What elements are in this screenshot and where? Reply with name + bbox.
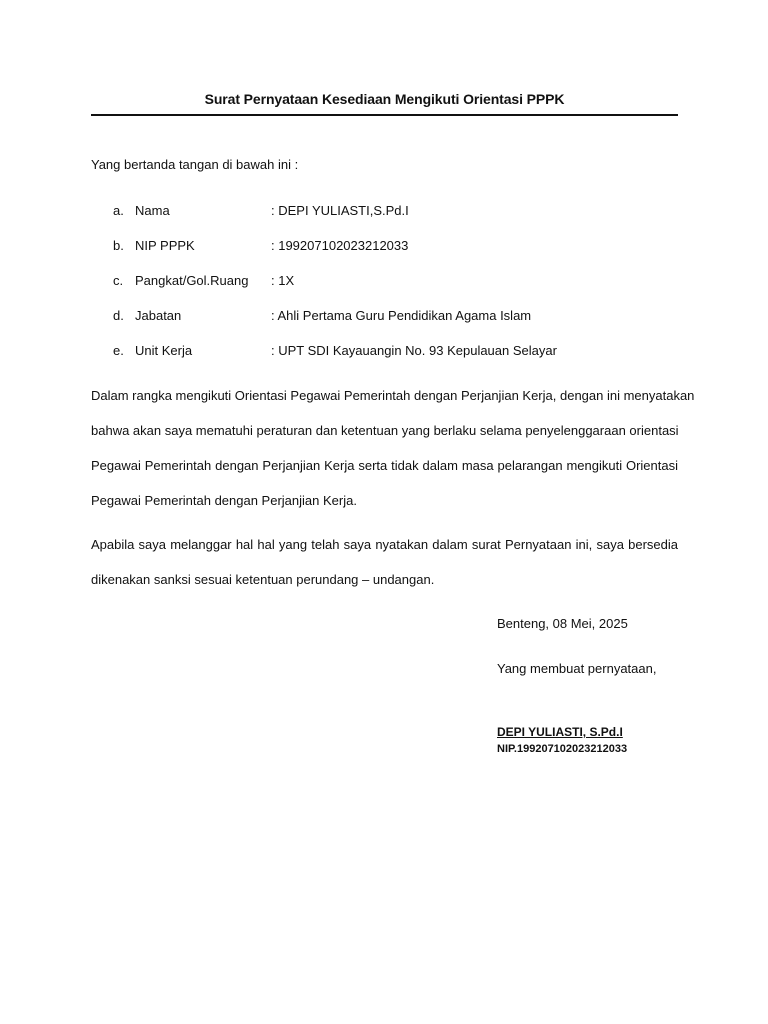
paragraph-line: Pegawai Pemerintah dengan Perjanjian Kerja serta tidak dalam masa pelarangan mengikuti Orientasi — [91, 458, 678, 473]
signature-maker-label: Yang membuat pernyataan, — [497, 661, 657, 676]
title-underline — [91, 114, 678, 116]
field-letter: b. — [113, 238, 124, 253]
field-value: : DEPI YULIASTI,S.Pd.I — [271, 203, 409, 218]
field-letter: d. — [113, 308, 124, 323]
paragraph-line: Apabila saya melanggar hal hal yang telah saya nyatakan dalam surat Pernyataan ini, saya bersedia — [91, 537, 678, 552]
signature-nip: NIP.199207102023212033 — [497, 743, 628, 755]
field-label: Nama — [135, 203, 170, 218]
field-row-pangkat — [0, 273, 768, 291]
field-value: : UPT SDI Kayauangin No. 93 Kepulauan Selayar — [271, 343, 557, 358]
signature-place-date: Benteng, 08 Mei, 2025 — [497, 616, 628, 631]
field-letter: c. — [113, 273, 124, 288]
paragraph-line: Pegawai Pemerintah dengan Perjanjian Kerja. — [91, 493, 357, 508]
paragraph-line: Dalam rangka mengikuti Orientasi Pegawai Pemerintah dengan Perjanjian Kerja, dengan ini menyatakan — [91, 388, 695, 403]
signature-name: DEPI YULIASTI, S.Pd.I — [497, 725, 623, 739]
field-row-jabatan — [0, 308, 768, 326]
field-value: : Ahli Pertama Guru Pendidikan Agama Islam — [271, 308, 532, 323]
field-value: : 1X — [271, 273, 295, 288]
field-row-unit-kerja — [0, 343, 768, 361]
field-letter: a. — [113, 203, 124, 218]
field-row-nip — [0, 238, 768, 256]
intro-text: Yang bertanda tangan di bawah ini : — [91, 157, 299, 172]
field-label: Unit Kerja — [135, 343, 193, 358]
paragraph-line: dikenakan sanksi sesuai ketentuan perundang – undangan. — [91, 572, 435, 587]
field-row-nama — [0, 203, 768, 221]
field-label: Pangkat/Gol.Ruang — [135, 273, 249, 288]
field-label: NIP PPPK — [135, 238, 195, 253]
field-value: : 199207102023212033 — [271, 238, 409, 253]
field-label: Jabatan — [135, 308, 182, 323]
document-title: Surat Pernyataan Kesediaan Mengikuti Orientasi PPPK — [204, 91, 565, 107]
paragraph-line: bahwa akan saya mematuhi peraturan dan ketentuan yang berlaku selama penyelenggaraan orientasi — [91, 423, 679, 438]
field-letter: e. — [113, 343, 124, 358]
